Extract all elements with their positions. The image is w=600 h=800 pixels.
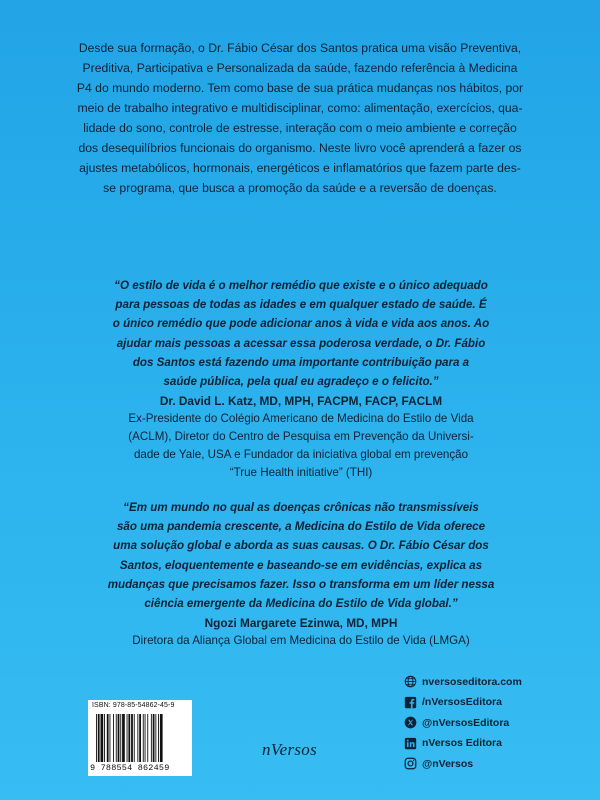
barcode-bar xyxy=(147,714,148,762)
synopsis-line: lidade do sono, controle de estresse, interação com o meio ambiente e correção xyxy=(83,121,517,135)
facebook-icon xyxy=(404,696,417,709)
barcode-bar xyxy=(107,714,109,762)
synopsis-line: Desde sua formação, o Dr. Fábio César dos Santos pratica uma visão Preventiva, xyxy=(78,41,522,55)
globe-icon xyxy=(404,675,417,688)
barcode-bar xyxy=(122,714,125,762)
quote-line: “Em um mundo no qual as doenças crônicas não transmissíveis xyxy=(123,501,479,514)
synopsis-line: se programa, que busca a promoção da saúde e a reversão de doenças. xyxy=(103,181,497,195)
social-label: @nVersos xyxy=(422,757,474,770)
barcode-bar xyxy=(151,714,152,762)
testimonial-quote xyxy=(96,276,506,391)
barcode-bar xyxy=(160,714,163,762)
barcode-bar xyxy=(131,714,133,762)
barcode-bar xyxy=(128,714,130,762)
social-label: nversoseditora.com xyxy=(422,675,522,688)
barcode-bar xyxy=(110,714,111,762)
credentials-line: (ACLM), Diretor do Centro de Pesquisa em Prevenção da Universi- xyxy=(128,430,474,444)
credentials-line: Diretora da Aliança Global em Medicina do Estilo de Vida (LMGA) xyxy=(132,634,470,648)
back-cover-synopsis xyxy=(62,38,538,198)
barcode-bar xyxy=(116,714,117,762)
barcode-bar xyxy=(104,714,105,762)
barcode-bar xyxy=(101,714,104,762)
barcode-bar xyxy=(127,714,128,762)
barcode-bar xyxy=(134,714,135,762)
testimonial-ezinwa xyxy=(96,498,506,650)
isbn-barcode xyxy=(88,700,192,776)
testimonial-credentials xyxy=(96,410,506,482)
barcode-bar xyxy=(118,714,120,762)
social-facebook[interactable] xyxy=(404,693,554,712)
barcode-bar xyxy=(155,714,156,762)
barcode-bar xyxy=(158,714,159,762)
quote-line: ciência emergente da Medicina do Estilo de Vida global.” xyxy=(144,597,458,611)
publisher-logo: nVersos xyxy=(262,740,317,759)
quote-line: “O estilo de vida é o melhor remédio que existe e o único adequado xyxy=(114,279,488,292)
social-label: @nVersosEditora xyxy=(422,716,510,729)
synopsis-line: dos desequilíbrios funcionais do organismo. Neste livro você aprenderá a fazer os xyxy=(78,141,522,155)
testimonial-author: Ngozi Margarete Ezinwa, MD, MPH xyxy=(204,616,398,631)
social-label: /nVersosEditora xyxy=(422,696,502,709)
x-icon xyxy=(404,716,417,729)
quote-line: ajudar mais pessoas a acessar essa poderosa verdade, o Dr. Fábio xyxy=(116,336,486,350)
barcode-digits: 9 788554 862459 xyxy=(90,763,170,773)
barcode-bar xyxy=(143,714,144,762)
quote-line: dos Santos está fazendo uma importante contribuição para a xyxy=(132,355,470,369)
synopsis-line: P4 do mundo moderno. Tem como base de sua prática mudanças nos hábitos, por xyxy=(76,81,524,95)
barcode-bar xyxy=(113,714,114,762)
barcode-bar xyxy=(153,714,155,762)
quote-line: o único remédio que pode adicionar anos à vida e vida aos anos. Ao xyxy=(112,317,490,331)
quote-line: para pessoas de todas as idades e em qualquer estado de saúde. É xyxy=(115,298,487,312)
quote-line: mudanças que precisamos fazer. Isso o transforma em um líder nessa xyxy=(107,577,495,591)
testimonial-quote xyxy=(96,498,506,613)
isbn-label: ISBN: 978-85-54862-45-9 xyxy=(92,702,175,709)
social-website[interactable] xyxy=(404,672,554,691)
synopsis-line: meio de trabalho integrativo e multidisciplinar, como: alimentação, exercícios, qua- xyxy=(77,101,523,115)
barcode-bar xyxy=(96,714,97,762)
quote-line: são uma pandemia crescente, a Medicina do Estilo de Vida oferece xyxy=(116,520,486,534)
barcode-bar xyxy=(98,714,100,762)
quote-line: saúde pública, pela qual eu agradeço e o felicito.” xyxy=(163,375,439,389)
instagram-icon xyxy=(404,757,417,770)
credentials-line: “True Health initiative” (THI) xyxy=(229,466,373,480)
linkedin-icon xyxy=(404,737,417,750)
testimonial-author: Dr. David L. Katz, MD, MPH, FACPM, FACP, FACLM xyxy=(159,394,443,409)
quote-line: uma solução global e aborda as suas causas. O Dr. Fábio César dos xyxy=(113,539,489,553)
barcode-bar xyxy=(145,714,146,762)
barcode-bar xyxy=(137,714,138,762)
social-x[interactable] xyxy=(404,713,554,732)
credentials-line: Ex-Presidente do Colégio Americano de Medicina do Estilo de Vida xyxy=(128,412,474,426)
testimonial-katz xyxy=(96,276,506,482)
social-linkedin[interactable] xyxy=(404,734,554,753)
barcode-bars xyxy=(96,714,184,762)
synopsis-line: ajustes metabólicos, hormonais, energéticos e inflamatórios que fazem parte des- xyxy=(79,161,521,175)
social-links xyxy=(404,672,554,775)
synopsis-line: Preditiva, Participativa e Personalizada da saúde, fazendo referência à Medicina xyxy=(82,61,518,75)
credentials-line: dade de Yale, USA e Fundador da iniciativa global em prevenção xyxy=(133,448,469,462)
barcode-bar xyxy=(120,714,121,762)
social-instagram[interactable] xyxy=(404,754,554,773)
quote-line: Santos, eloquentemente e baseando-se em evidências, explica as xyxy=(119,558,483,572)
barcode-bar xyxy=(139,714,141,762)
testimonial-credentials xyxy=(96,632,506,650)
social-label: nVersos Editora xyxy=(422,737,502,750)
